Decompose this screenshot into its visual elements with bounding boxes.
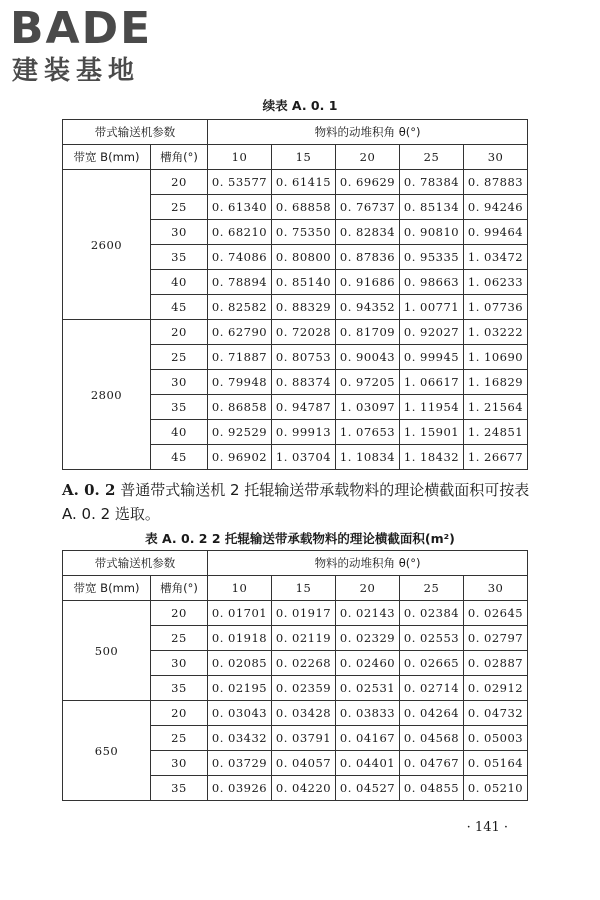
value-cell: 0. 99464 (464, 220, 528, 245)
trough-angle-cell: 40 (151, 270, 208, 295)
value-cell: 1. 15901 (400, 420, 464, 445)
value-cell: 0. 88329 (272, 295, 336, 320)
angle-header: 25 (400, 145, 464, 170)
header-belt-width: 带宽 B(mm) (63, 145, 151, 170)
value-cell: 0. 04401 (336, 751, 400, 776)
value-cell: 1. 07736 (464, 295, 528, 320)
value-cell: 0. 04568 (400, 726, 464, 751)
value-cell: 0. 01918 (208, 626, 272, 651)
trough-angle-cell: 20 (151, 320, 208, 345)
value-cell: 0. 05164 (464, 751, 528, 776)
section-number: A. 0. 2 (62, 481, 116, 499)
value-cell: 0. 02195 (208, 676, 272, 701)
trough-angle-cell: 30 (151, 370, 208, 395)
value-cell: 0. 69629 (336, 170, 400, 195)
value-cell: 0. 03428 (272, 701, 336, 726)
angle-header: 15 (272, 576, 336, 601)
value-cell: 1. 03222 (464, 320, 528, 345)
table2-caption: 表 A. 0. 2 2 托辊输送带承载物料的理论横截面积(m²) (145, 531, 455, 546)
value-cell: 1. 03704 (272, 445, 336, 470)
value-cell: 0. 79948 (208, 370, 272, 395)
belt-width-cell: 650 (63, 701, 151, 801)
value-cell: 0. 02143 (336, 601, 400, 626)
value-cell: 0. 91686 (336, 270, 400, 295)
value-cell: 0. 04527 (336, 776, 400, 801)
value-cell: 0. 80800 (272, 245, 336, 270)
trough-angle-cell: 35 (151, 245, 208, 270)
value-cell: 0. 87883 (464, 170, 528, 195)
angle-header: 10 (208, 576, 272, 601)
trough-angle-cell: 40 (151, 420, 208, 445)
value-cell: 0. 02085 (208, 651, 272, 676)
value-cell: 0. 82582 (208, 295, 272, 320)
section-text: 普通带式输送机 2 托辊输送带承载物料的理论横截面积可按表 A. 0. 2 选取。 (62, 481, 530, 523)
trough-angle-cell: 20 (151, 170, 208, 195)
value-cell: 0. 53577 (208, 170, 272, 195)
trough-angle-cell: 35 (151, 776, 208, 801)
trough-angle-cell: 25 (151, 195, 208, 220)
trough-angle-cell: 20 (151, 601, 208, 626)
value-cell: 0. 96902 (208, 445, 272, 470)
value-cell: 0. 02665 (400, 651, 464, 676)
value-cell: 0. 94787 (272, 395, 336, 420)
trough-angle-cell: 30 (151, 220, 208, 245)
header-row (63, 120, 528, 145)
value-cell: 1. 06617 (400, 370, 464, 395)
value-cell: 0. 03926 (208, 776, 272, 801)
value-cell: 0. 02912 (464, 676, 528, 701)
value-cell: 0. 86858 (208, 395, 272, 420)
table-row (63, 701, 528, 726)
header-trough-angle: 槽角(°) (151, 145, 208, 170)
value-cell: 0. 02384 (400, 601, 464, 626)
value-cell: 0. 01917 (272, 601, 336, 626)
value-cell: 1. 03097 (336, 395, 400, 420)
value-cell: 0. 81709 (336, 320, 400, 345)
header-angle: 物料的动堆积角 θ(°) (208, 551, 528, 576)
value-cell: 0. 02887 (464, 651, 528, 676)
value-cell: 0. 02714 (400, 676, 464, 701)
value-cell: 0. 94352 (336, 295, 400, 320)
angle-header: 15 (272, 145, 336, 170)
page-number: · 141 · (466, 820, 508, 835)
trough-angle-cell: 35 (151, 676, 208, 701)
value-cell: 1. 03472 (464, 245, 528, 270)
value-cell: 0. 03791 (272, 726, 336, 751)
header-trough-angle: 槽角(°) (151, 576, 208, 601)
trough-angle-cell: 25 (151, 345, 208, 370)
logo-brand-text: BADE (10, 3, 153, 54)
value-cell: 0. 99913 (272, 420, 336, 445)
value-cell: 0. 98663 (400, 270, 464, 295)
angle-header: 30 (464, 145, 528, 170)
logo-subtitle: 建装基地 (12, 56, 141, 86)
table-row (63, 320, 528, 345)
value-cell: 0. 92027 (400, 320, 464, 345)
value-cell: 0. 61415 (272, 170, 336, 195)
value-cell: 0. 78894 (208, 270, 272, 295)
table1-caption: 续表 A. 0. 1 (262, 98, 338, 113)
value-cell: 0. 80753 (272, 345, 336, 370)
value-cell: 0. 95335 (400, 245, 464, 270)
value-cell: 0. 03043 (208, 701, 272, 726)
subheader-row (63, 145, 528, 170)
value-cell: 0. 76737 (336, 195, 400, 220)
trough-angle-cell: 35 (151, 395, 208, 420)
angle-header: 20 (336, 145, 400, 170)
value-cell: 0. 05210 (464, 776, 528, 801)
value-cell: 0. 01701 (208, 601, 272, 626)
trough-angle-cell: 25 (151, 626, 208, 651)
angle-header: 25 (400, 576, 464, 601)
value-cell: 0. 02359 (272, 676, 336, 701)
value-cell: 0. 85134 (400, 195, 464, 220)
value-cell: 1. 10690 (464, 345, 528, 370)
value-cell: 1. 00771 (400, 295, 464, 320)
value-cell: 0. 02553 (400, 626, 464, 651)
value-cell: 0. 68858 (272, 195, 336, 220)
angle-header: 20 (336, 576, 400, 601)
value-cell: 0. 04220 (272, 776, 336, 801)
value-cell: 0. 82834 (336, 220, 400, 245)
value-cell: 0. 02119 (272, 626, 336, 651)
trough-angle-cell: 25 (151, 726, 208, 751)
value-cell: 0. 74086 (208, 245, 272, 270)
section-a02-paragraph (62, 478, 532, 526)
value-cell: 0. 90043 (336, 345, 400, 370)
angle-header: 10 (208, 145, 272, 170)
value-cell: 0. 03729 (208, 751, 272, 776)
value-cell: 0. 87836 (336, 245, 400, 270)
trough-angle-cell: 45 (151, 445, 208, 470)
value-cell: 0. 02531 (336, 676, 400, 701)
trough-angle-cell: 20 (151, 701, 208, 726)
value-cell: 0. 72028 (272, 320, 336, 345)
table-row (63, 601, 528, 626)
brand-logo (10, 4, 190, 84)
value-cell: 0. 03833 (336, 701, 400, 726)
value-cell: 0. 04855 (400, 776, 464, 801)
value-cell: 1. 07653 (336, 420, 400, 445)
value-cell: 1. 18432 (400, 445, 464, 470)
belt-width-cell: 500 (63, 601, 151, 701)
header-params: 带式输送机参数 (63, 551, 208, 576)
value-cell: 1. 06233 (464, 270, 528, 295)
header-angle: 物料的动堆积角 θ(°) (208, 120, 528, 145)
header-params: 带式输送机参数 (63, 120, 208, 145)
value-cell: 0. 78384 (400, 170, 464, 195)
angle-header: 30 (464, 576, 528, 601)
value-cell: 0. 99945 (400, 345, 464, 370)
value-cell: 0. 02797 (464, 626, 528, 651)
value-cell: 0. 71887 (208, 345, 272, 370)
value-cell: 0. 04732 (464, 701, 528, 726)
value-cell: 0. 61340 (208, 195, 272, 220)
header-row (63, 551, 528, 576)
value-cell: 0. 85140 (272, 270, 336, 295)
value-cell: 0. 75350 (272, 220, 336, 245)
value-cell: 0. 04167 (336, 726, 400, 751)
belt-width-cell: 2600 (63, 170, 151, 320)
trough-angle-cell: 45 (151, 295, 208, 320)
value-cell: 1. 24851 (464, 420, 528, 445)
table-row (63, 170, 528, 195)
value-cell: 0. 68210 (208, 220, 272, 245)
subheader-row (63, 576, 528, 601)
value-cell: 1. 26677 (464, 445, 528, 470)
value-cell: 0. 02268 (272, 651, 336, 676)
trough-angle-cell: 30 (151, 651, 208, 676)
value-cell: 0. 97205 (336, 370, 400, 395)
value-cell: 0. 90810 (400, 220, 464, 245)
value-cell: 1. 10834 (336, 445, 400, 470)
value-cell: 0. 03432 (208, 726, 272, 751)
value-cell: 0. 02645 (464, 601, 528, 626)
value-cell: 0. 05003 (464, 726, 528, 751)
value-cell: 0. 88374 (272, 370, 336, 395)
table-a01-continued (62, 119, 528, 470)
value-cell: 0. 04767 (400, 751, 464, 776)
value-cell: 0. 02329 (336, 626, 400, 651)
trough-angle-cell: 30 (151, 751, 208, 776)
value-cell: 0. 02460 (336, 651, 400, 676)
value-cell: 1. 11954 (400, 395, 464, 420)
value-cell: 0. 62790 (208, 320, 272, 345)
value-cell: 1. 21564 (464, 395, 528, 420)
value-cell: 0. 92529 (208, 420, 272, 445)
value-cell: 1. 16829 (464, 370, 528, 395)
table-a02 (62, 550, 528, 801)
value-cell: 0. 94246 (464, 195, 528, 220)
value-cell: 0. 04264 (400, 701, 464, 726)
value-cell: 0. 04057 (272, 751, 336, 776)
header-belt-width: 带宽 B(mm) (63, 576, 151, 601)
belt-width-cell: 2800 (63, 320, 151, 470)
